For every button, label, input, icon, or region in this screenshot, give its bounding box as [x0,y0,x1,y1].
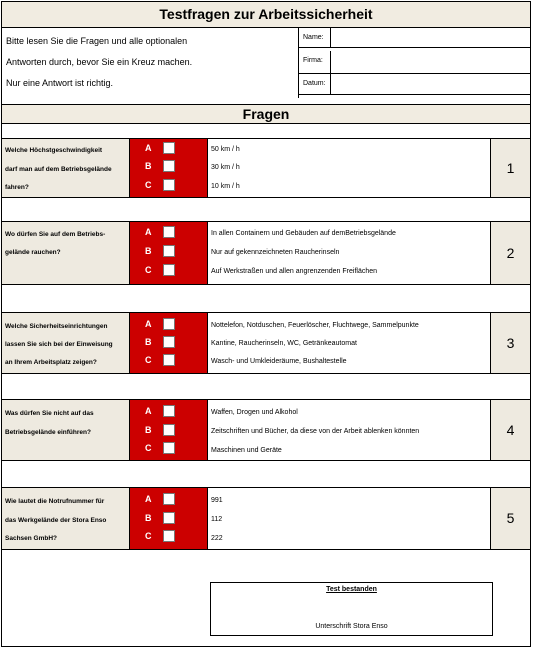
firma-row [299,48,531,74]
option-letter-c: C [145,180,152,190]
option-letter-c: C [145,355,152,365]
option-letter-b: B [145,513,152,523]
question-line: fahren? [5,184,29,191]
question-line: Welche Höchstgeschwindigkeit [5,147,103,154]
answer-options [130,400,208,460]
answer-options [130,222,208,284]
answer-b: 112 [211,516,223,523]
answer-c: Maschinen und Geräte [211,447,282,454]
signature-title: Test bestanden [326,586,377,593]
answer-b: Kantine, Raucherinseln, WC, Getränkeautomat [211,340,357,347]
datum-label: Datum: [299,74,331,94]
checkbox-b[interactable] [163,336,175,348]
question-5 [2,487,530,550]
option-letter-c: C [145,443,152,453]
answer-c: 222 [211,535,223,542]
firma-label: Firma: [299,51,331,73]
intro-line-1: Bitte lesen Sie die Fragen und alle optionalen [6,36,188,46]
question-4 [2,399,530,461]
answer-b: Nur auf gekennzeichneten Raucherinseln [211,249,340,256]
answer-options [130,488,208,549]
checkbox-b[interactable] [163,160,175,172]
option-letter-b: B [145,425,152,435]
checkbox-a[interactable] [163,405,175,417]
answer-a: 991 [211,497,223,504]
option-letter-a: A [145,143,152,153]
question-number: 4 [490,400,530,460]
intro-line-2: Antworten durch, bevor Sie ein Kreuz machen. [6,57,193,67]
checkbox-c[interactable] [163,179,175,191]
question-text [2,400,130,460]
option-letter-a: A [145,406,152,416]
question-line: Betriebsgelände einführen? [5,429,91,436]
option-letter-c: C [145,531,152,541]
answer-b: Zeitschriften und Bücher, da diese von der Arbeit ablenken könnten [211,428,420,435]
checkbox-c[interactable] [163,264,175,276]
firma-field[interactable] [331,48,531,73]
question-number: 1 [490,139,530,197]
checkbox-c[interactable] [163,530,175,542]
checkbox-b[interactable] [163,245,175,257]
answer-a: 50 km / h [211,146,240,153]
question-line: Sachsen GmbH? [5,535,58,542]
answer-c: Auf Werkstraßen und allen angrenzenden Freiflächen [211,268,378,275]
answer-a: In allen Containern und Gebäuden auf demBetriebsgelände [211,230,396,237]
question-text [2,313,130,373]
question-text [2,488,130,549]
question-line: gelände rauchen? [5,249,61,256]
datum-row [299,74,531,95]
answer-a: Waffen, Drogen und Alkohol [211,409,298,416]
checkbox-c[interactable] [163,442,175,454]
answer-options [130,313,208,373]
question-line: Was dürfen Sie nicht auf das [5,410,94,417]
option-letter-c: C [145,265,152,275]
question-number: 3 [490,313,530,373]
name-label: Name: [299,28,331,47]
question-line: Wo dürfen Sie auf dem Betriebs- [5,231,106,238]
question-line: das Werkgelände der Stora Enso [5,517,107,524]
test-sheet [1,1,531,647]
question-number: 5 [490,488,530,549]
answer-c: Wasch- und Umkleideräume, Bushaltestelle [211,358,347,365]
question-2 [2,221,530,285]
checkbox-a[interactable] [163,493,175,505]
option-letter-b: B [145,161,152,171]
checkbox-c[interactable] [163,354,175,366]
checkbox-a[interactable] [163,142,175,154]
datum-field[interactable] [331,74,531,94]
name-row [299,28,531,48]
signature-caption: Unterschrift Stora Enso [315,623,388,630]
option-letter-a: A [145,227,152,237]
section-title: Fragen [2,104,530,124]
checkbox-b[interactable] [163,424,175,436]
checkbox-a[interactable] [163,318,175,330]
answer-options [130,139,208,197]
personal-fields [298,28,530,98]
question-line: Wie lautet die Notrufnummer für [5,498,105,505]
question-line: Welche Sicherheitseinrichtungen [5,323,108,330]
signature-box[interactable] [210,582,493,636]
question-line: darf man auf dem Betriebsgelände [5,166,112,173]
question-number: 2 [490,222,530,284]
question-3 [2,312,530,374]
checkbox-b[interactable] [163,512,175,524]
question-line: lassen Sie sich bei der Einweisung [5,341,113,348]
name-field[interactable] [331,28,531,47]
question-text [2,222,130,284]
option-letter-b: B [145,246,152,256]
option-letter-a: A [145,319,152,329]
intro-line-3: Nur eine Antwort ist richtig. [6,78,114,88]
question-1 [2,138,530,198]
option-letter-a: A [145,494,152,504]
answer-c: 10 km / h [211,183,240,190]
question-line: an Ihrem Arbeitsplatz zeigen? [5,359,97,366]
answer-b: 30 km / h [211,164,240,171]
answer-a: Nottelefon, Notduschen, Feuerlöscher, Fluchtwege, Sammelpunkte [211,322,419,329]
option-letter-b: B [145,337,152,347]
page-title: Testfragen zur Arbeitssicherheit [2,2,530,28]
checkbox-a[interactable] [163,226,175,238]
question-text [2,139,130,197]
